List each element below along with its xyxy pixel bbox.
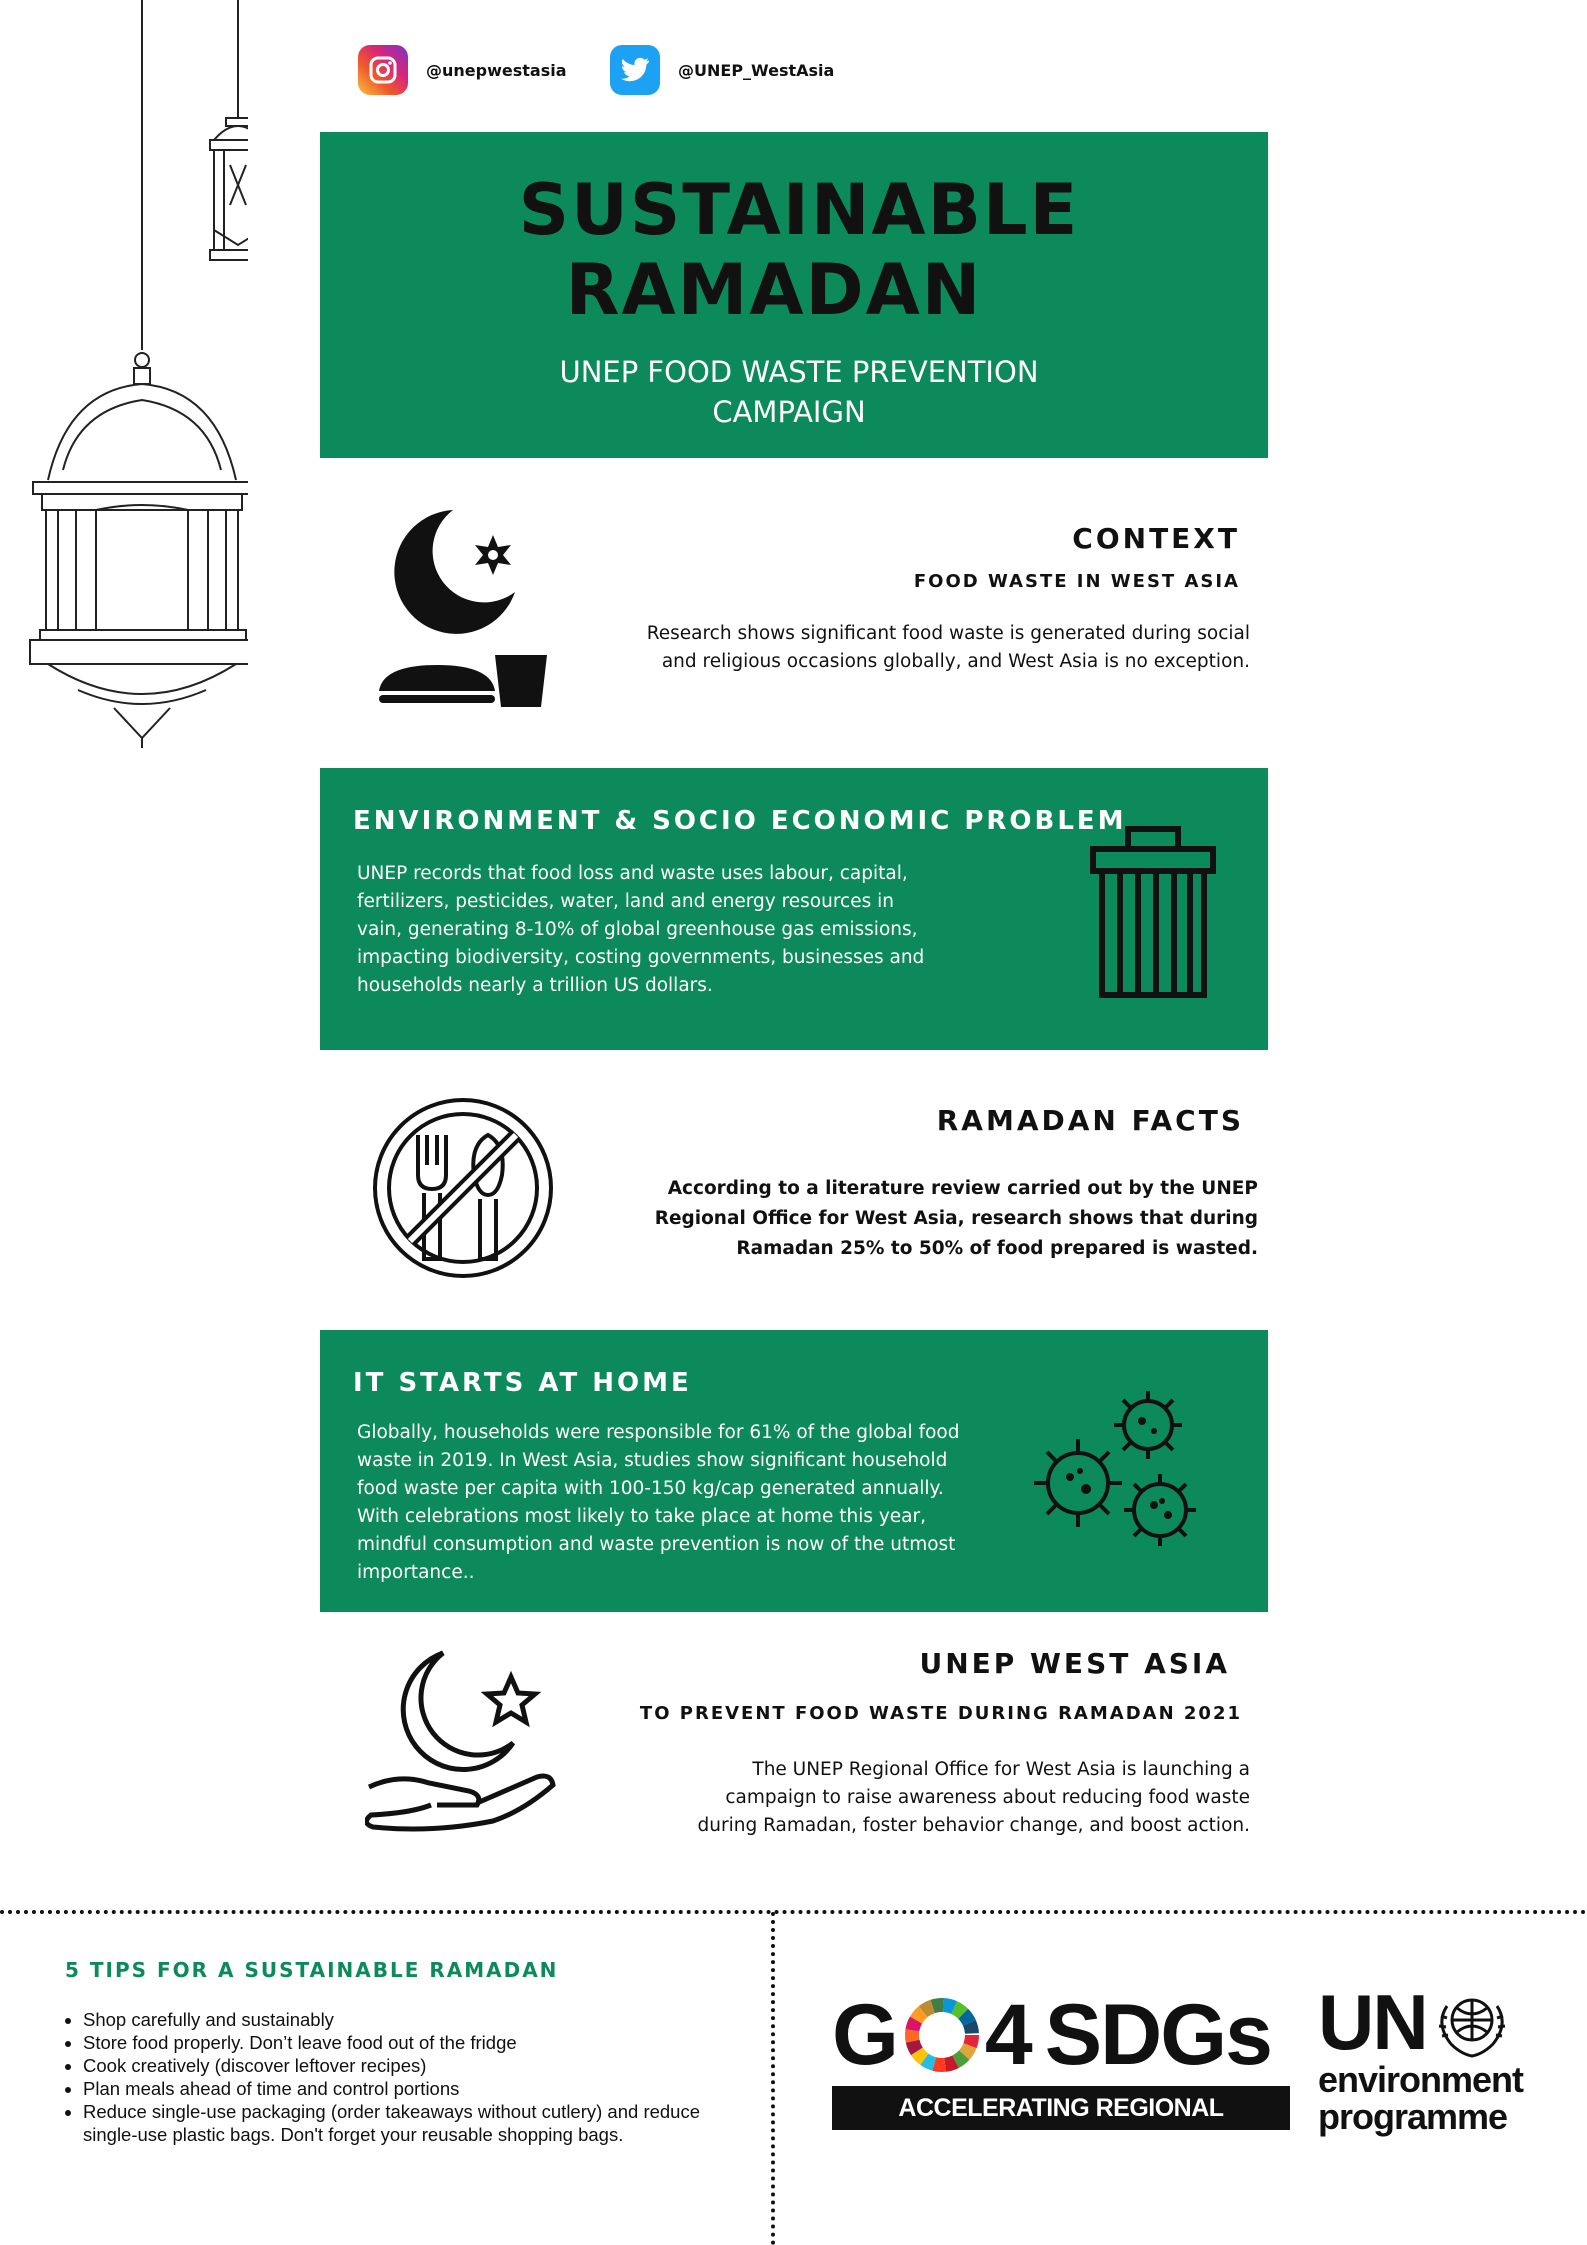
facts-section xyxy=(560,1104,1244,1137)
environment-line: vain, generating 8-10% of global greenhouse gas emissions, xyxy=(357,919,918,940)
environment-heading: ENVIRONMENT & SOCIO ECONOMIC PROBLEM xyxy=(353,806,1127,836)
no-food-icon xyxy=(370,1095,556,1281)
tip-item: • Store food properly. Don’t leave food out of the fridge xyxy=(83,2031,743,2054)
home-line: waste in 2019. In West Asia, studies show significant household xyxy=(357,1450,948,1471)
go4sdgs-tagline: ACCELERATING REGIONAL SOLUTIONS xyxy=(832,2086,1290,2130)
environment-line: UNEP records that food loss and waste uses labour, capital, xyxy=(357,863,908,884)
facts-heading: RAMADAN FACTS xyxy=(936,1104,1244,1137)
westasia-line: campaign to raise awareness about reducing food waste xyxy=(725,1787,1250,1808)
home-heading: IT STARTS AT HOME xyxy=(353,1368,692,1398)
lantern-decoration-icon xyxy=(18,0,248,750)
instagram-icon xyxy=(358,45,408,95)
social-instagram[interactable] xyxy=(358,45,567,95)
context-subheading: FOOD WASTE IN WEST ASIA xyxy=(913,571,1240,592)
germs-icon xyxy=(1020,1385,1210,1560)
twitter-handle[interactable]: @UNEP_WestAsia xyxy=(678,60,835,80)
context-line-1: Research shows significant food waste is generated during social xyxy=(646,623,1250,644)
trash-bin-icon xyxy=(1088,824,1218,1004)
home-body xyxy=(357,1419,1017,1587)
facts-body xyxy=(560,1174,1258,1264)
westasia-line: during Ramadan, foster behavior change, and boost action. xyxy=(697,1815,1250,1836)
context-line-2: and religious occasions globally, and West Asia is no exception. xyxy=(661,651,1250,672)
twitter-icon xyxy=(610,45,660,95)
home-line: mindful consumption and waste prevention is now of the utmost xyxy=(357,1534,956,1555)
westasia-line: The UNEP Regional Office for West Asia is launching a xyxy=(752,1759,1250,1780)
environment-body xyxy=(357,860,997,1000)
horizontal-divider xyxy=(0,1910,1587,1914)
westasia-section xyxy=(560,1647,1230,1680)
crescent-food-icon xyxy=(375,505,555,715)
sdg-wheel-icon xyxy=(903,1996,981,2074)
instagram-handle[interactable]: @unepwestasia xyxy=(426,60,567,80)
go-letter-g: G xyxy=(832,1987,899,2083)
page-subtitle xyxy=(320,352,1268,432)
environment-line: impacting biodiversity, costing governments, businesses and xyxy=(357,947,925,968)
un-letters: UN xyxy=(1318,1978,1427,2066)
subtitle-line-2: CAMPAIGN xyxy=(712,395,866,429)
context-heading: CONTEXT xyxy=(1072,522,1240,555)
facts-line: Regional Office for West Asia, research shows that during xyxy=(654,1208,1258,1229)
tip-item: • Reduce single-use packaging (order takeaways without cutlery) and reduce single-use plastic bags. Don't forget your reusable shopping bags. xyxy=(83,2100,743,2146)
context-section xyxy=(560,522,1240,592)
un-programme-text: programme xyxy=(1318,2096,1508,2137)
tip-item: • Cook creatively (discover leftover recipes) xyxy=(83,2054,743,2077)
home-section xyxy=(320,1330,1268,1612)
go4sdgs-logo xyxy=(832,1987,1290,2166)
title-line-1: SUSTAINABLE xyxy=(518,169,1080,251)
westasia-subheading: TO PREVENT FOOD WASTE DURING RAMADAN 2021 xyxy=(639,1703,1242,1724)
home-line: With celebrations most likely to take place at home this year, xyxy=(357,1506,927,1527)
crescent-hand-icon xyxy=(365,1645,565,1845)
environment-line: households nearly a trillion US dollars. xyxy=(357,975,713,996)
header-banner xyxy=(320,132,1268,458)
vertical-divider xyxy=(771,1912,775,2245)
social-twitter[interactable] xyxy=(610,45,834,95)
page-title xyxy=(320,170,1268,330)
tip-item: • Shop carefully and sustainably xyxy=(83,2008,743,2031)
tips-heading: 5 TIPS FOR A SUSTAINABLE RAMADAN xyxy=(65,1958,559,1982)
westasia-body xyxy=(560,1756,1250,1840)
go4sdgs-wordmark xyxy=(832,1987,1271,2083)
go-number-4: 4 xyxy=(984,1987,1033,2083)
facts-line: Ramadan 25% to 50% of food prepared is wasted. xyxy=(736,1238,1258,1259)
subtitle-line-1: UNEP FOOD WASTE PREVENTION xyxy=(559,355,1039,389)
tip-item: • Plan meals ahead of time and control portions xyxy=(83,2077,743,2100)
un-wordmark-row xyxy=(1318,1978,1558,2066)
title-line-2: RAMADAN xyxy=(565,249,983,331)
un-emblem-icon xyxy=(1433,1986,1511,2058)
context-body xyxy=(560,620,1250,676)
home-line: Globally, households were responsible for 61% of the global food xyxy=(357,1422,960,1443)
environment-line: fertilizers, pesticides, water, land and energy resources in xyxy=(357,891,894,912)
facts-line: According to a literature review carried out by the UNEP xyxy=(667,1178,1258,1199)
un-environment-logo xyxy=(1318,1978,1558,2142)
westasia-heading: UNEP WEST ASIA xyxy=(919,1647,1230,1680)
un-environment-text: environment xyxy=(1318,2059,1524,2100)
home-line: food waste per capita with 100-150 kg/cap generated annually. xyxy=(357,1478,944,1499)
go-sdgs: SDGs xyxy=(1044,1987,1271,2083)
environment-section xyxy=(320,768,1268,1050)
home-line: importance.. xyxy=(357,1562,475,1583)
tips-list xyxy=(63,2008,743,2146)
